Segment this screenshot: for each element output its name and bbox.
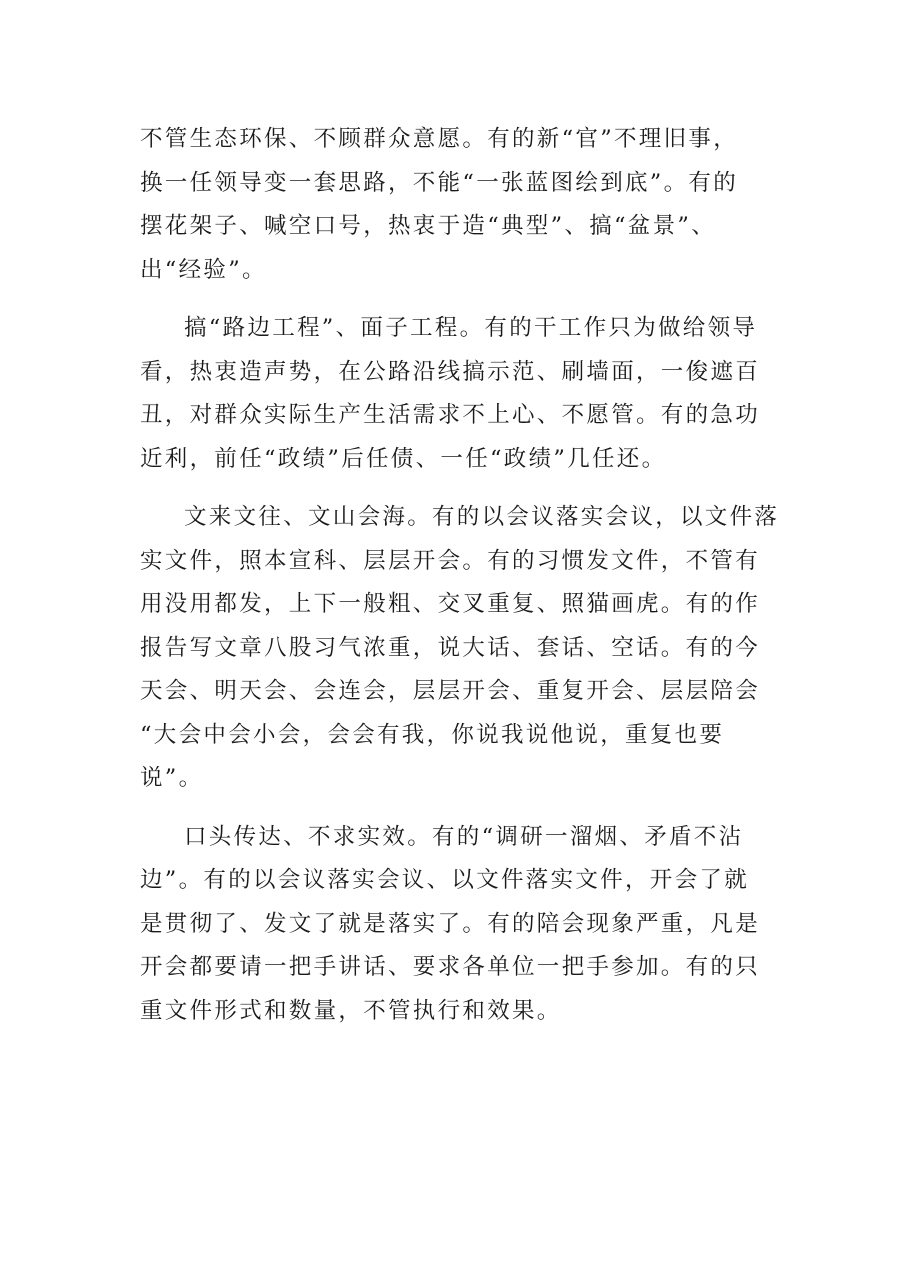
- text-line: 出“经验”。: [140, 256, 267, 283]
- text-line: 报告写文章八股习气浓重，说大话、套话、空话。有的今: [140, 634, 761, 661]
- text-line: 摆花架子、喊空口号，热衷于造“典型”、搞“盆景”、: [140, 213, 717, 239]
- text-line: 看，热衷造声势，在公路沿线搞示范、刷墙面，一俊遮百: [140, 358, 761, 385]
- text-line: 不管生态环保、不顾群众意愿。有的新“官”不理旧事，: [140, 126, 739, 152]
- text-line: “大会中会小会，会会有我，你说我说他说，重复也要: [140, 721, 725, 748]
- paragraph-3: [140, 496, 780, 801]
- text-line: 口头传达、不求实效。有的“调研一溜烟、矛盾不沾: [184, 823, 744, 850]
- paragraph-2: [140, 307, 772, 481]
- text-line: 文来文往、文山会海。有的以会议落实会议，以文件落: [184, 504, 780, 530]
- text-line: 用没用都发，上下一般粗、交叉重复、照猫画虎。有的作: [140, 591, 761, 617]
- text-line: 搞“路边工程”、面子工程。有的干工作只为做给领导: [184, 315, 758, 341]
- text-line: 开会都要请一把手讲话、要求各单位一把手参加。有的只: [140, 954, 761, 980]
- paragraph-4: [140, 816, 772, 1034]
- text-line: 天会、明天会、会连会，层层开会、重复开会、层层陪会: [140, 678, 761, 704]
- text-line: 实文件，照本宣科、层层开会。有的习惯发文件，不管有: [140, 547, 761, 574]
- text-line: 说”。: [140, 765, 204, 791]
- text-line: 换一任领导变一套思路，不能“一张蓝图绘到底”。有的: [140, 169, 739, 196]
- text-line: 是贯彻了、发文了就是落实了。有的陪会现象严重，凡是: [140, 910, 761, 937]
- text-line: 丑，对群众实际生产生活需求不上心、不愿管。有的急功: [140, 402, 761, 428]
- paragraph-1: [140, 118, 772, 292]
- text-line: 边”。有的以会议落实会议、以文件落实文件，开会了就: [140, 867, 750, 893]
- text-line: 近利，前任“政绩”后任债、一任“政绩”几任还。: [140, 445, 667, 472]
- text-line: 重文件形式和数量，不管执行和效果。: [140, 997, 562, 1024]
- document-body: [140, 118, 780, 1033]
